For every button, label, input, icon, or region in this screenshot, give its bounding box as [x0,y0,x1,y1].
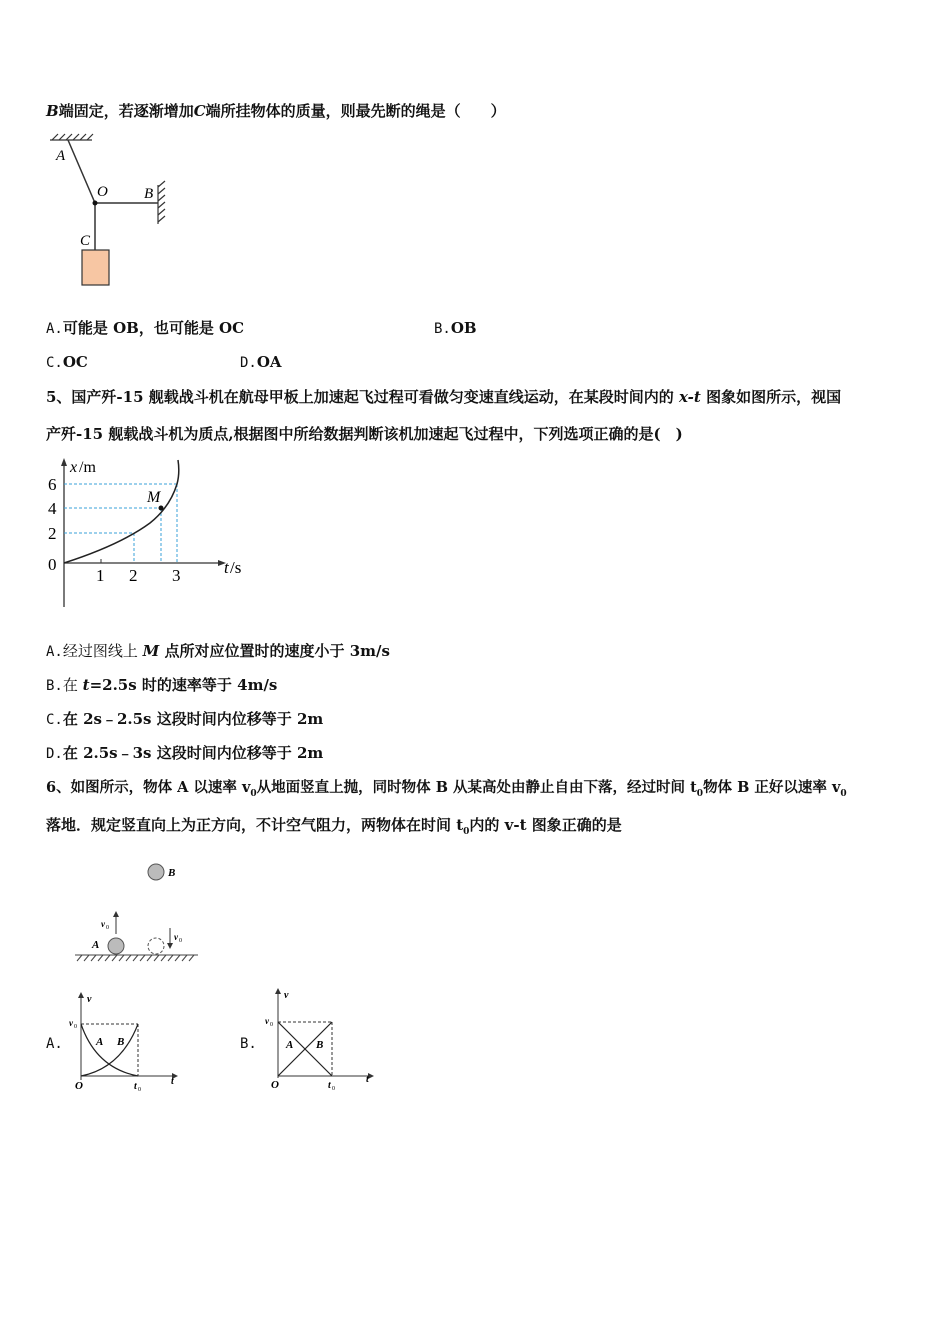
v0-label: v [265,1016,269,1026]
v0-up-label: v [101,919,105,929]
arrow-up-head [113,911,119,917]
q4-option-b[interactable] [434,318,477,339]
q5-line1-post: 图象如图所示，视国 [700,388,842,406]
curve-a-label: A [96,1036,104,1048]
q4-rope-figure [40,130,180,295]
option-letter: D. [240,355,257,371]
option-text: OC [62,353,88,371]
origin-label: O [271,1079,279,1091]
t-arrow [368,1073,374,1079]
option-text-pre: 经过图线上 [62,642,143,660]
x-label-var: t [224,558,229,577]
q5-option-a[interactable] [46,641,390,662]
x-tick-1-label: 1 [96,566,105,585]
t0-label: t [134,1081,137,1092]
option-letter: A. [46,1036,63,1052]
q5-line1-xt: x-t [679,388,701,406]
wall-hatch [158,181,165,224]
curve-a-label: A [286,1039,294,1051]
y-tick-6: 6 [48,475,57,494]
v-arrow [78,992,84,998]
q5-stem-line2: 产歼-15 舰载战斗机为质点,根据图中所给数据判断该机加速起飞过程中，下列选项正确的是( ) [46,425,683,443]
option-text: 可能是 OB，也可能是 OC [62,319,245,337]
curve-b-label: B [117,1036,125,1048]
q4-stem-b: B [46,102,59,120]
v0-sub: 0 [74,1024,77,1030]
option-text-pre: 在 [62,676,83,694]
q4-option-d[interactable] [240,352,282,373]
knot-o [93,201,98,206]
origin-label: O [75,1080,83,1092]
v0-down-sub: 0 [179,938,182,944]
arrow-down-head [167,943,173,949]
q5-option-b[interactable] [46,675,277,696]
q5-xt-graph [40,455,250,615]
q6-line1-pre: 6、如图所示，物体 A 以速率 v [46,779,251,796]
rope-oa [68,140,95,203]
t0-label: t [328,1080,331,1091]
y-label-var: x [70,459,78,476]
q4-stem-part2: 端所挂物体的质量，则最先断的绳是（ ） [205,102,506,120]
x-tick-3-label: 3 [172,566,181,585]
x-tick-2-label: 2 [129,566,138,585]
option-letter: B. [46,678,63,694]
hanging-block [82,250,109,285]
option-letter: C. [46,712,63,728]
option-text-t: t [82,676,90,694]
v0-sub: 0 [270,1022,273,1028]
label-c: C [80,233,91,249]
option-letter: A. [46,644,63,660]
ball-b-label: B [168,867,176,879]
ball-b-landing [148,938,164,954]
option-text: 在 2s﹣2.5s 这段时间内位移等于 2m [62,710,324,728]
ball-a-label: A [92,939,100,951]
q4-stem [46,101,506,121]
q6-graph-b [260,982,380,1090]
label-b: B [144,186,154,202]
q6-graph-a [66,988,186,1096]
curve-b-label: B [316,1039,324,1051]
y-label-unit: /m [79,459,96,476]
q5-option-c[interactable] [46,709,323,730]
curve-a [81,1024,138,1076]
curve-b [81,1024,138,1076]
q4-option-c[interactable] [46,352,88,373]
option-letter: B. [434,321,451,337]
option-text-post: 点所对应位置时的速度小于 3m/s [159,642,390,660]
q6-sub: 0 [463,827,470,837]
q6-sub: 0 [840,788,847,799]
y-arrow [61,458,67,466]
t0-sub: 0 [138,1087,141,1093]
option-text: OA [256,353,282,371]
v-arrow [275,988,281,994]
ceiling-hatch [50,134,93,140]
q6-option-a-label[interactable] [46,1033,63,1054]
ball-a [108,938,124,954]
q5-line1-pre: 5、国产歼-15 舰载战斗机在航母甲板上加速起飞过程可看做匀变速直线运动，在某段时间内的 [46,388,679,406]
q6-scene [70,858,205,968]
q6-stem-line2 [46,815,622,842]
q4-stem-part1: 端固定，若逐渐增加 [58,102,194,120]
q5-stem-line1 [46,387,841,407]
option-letter: C. [46,355,63,371]
x-label-unit: /s [230,558,242,577]
option-letter: B. [240,1036,257,1052]
v0-up-sub: 0 [106,925,109,931]
q6-line1-mid: 从地面竖直上抛，同时物体 B 从某高处由静止自由下落，经过时间 t [256,779,697,796]
q6-sub: 0 [250,788,257,799]
point-m-label: M [147,489,161,506]
y-tick-4: 4 [48,499,57,518]
q6-line1-post: 物体 B 正好以速率 v [703,779,841,796]
q4-option-a[interactable] [46,318,244,339]
t0-sub: 0 [332,1086,335,1092]
label-a: A [56,148,66,164]
axis-v-label: v [284,990,289,1001]
option-text: 在 2.5s﹣3s 这段时间内位移等于 2m [62,744,324,762]
q6-sub: 0 [696,788,704,799]
q6-stem-line1 [46,778,847,804]
ground [75,955,198,961]
option-text-m: M [142,642,160,660]
axis-v-label: v [87,994,92,1005]
v0-down-label: v [174,932,178,942]
q6-line2-post: 内的 v-t 图象正确的是 [469,816,622,834]
origin-label: 0 [48,555,57,574]
ball-b [148,864,164,880]
q6-line2-pre: 落地．规定竖直向上为正方向，不计空气阻力，两物体在时间 t [46,816,464,834]
option-letter: A. [46,321,63,337]
option-text: OB [450,319,477,337]
option-text-post: =2.5s 时的速率等于 4m/s [89,676,278,694]
y-tick-2: 2 [48,524,57,543]
v0-label: v [69,1018,73,1028]
axis-t-label: t [366,1074,369,1085]
q4-stem-c: C [193,102,206,120]
label-o: O [97,184,108,200]
axis-t-label: t [171,1076,174,1087]
q5-option-d[interactable] [46,743,323,764]
point-m [159,506,164,511]
q6-option-b-label[interactable] [240,1033,257,1054]
option-letter: D. [46,746,63,762]
